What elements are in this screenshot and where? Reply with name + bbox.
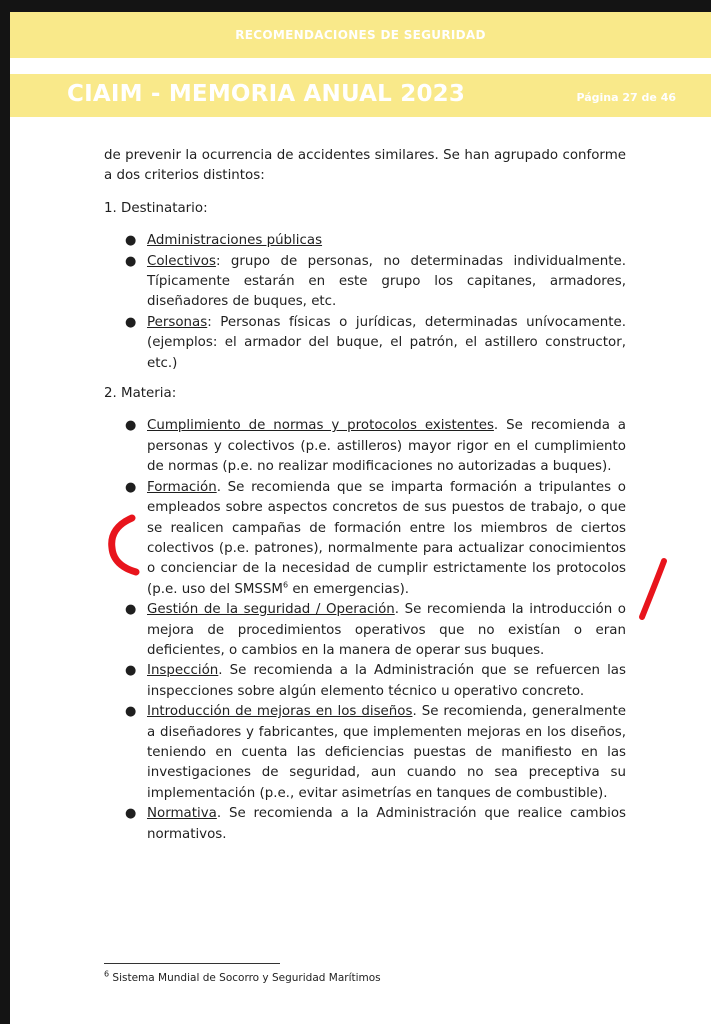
annotation-mark-right [632,555,672,625]
list-item: ● Colectivos: grupo de personas, no determinadas individualmente. Típicamente estarán en este grupo los capitanes, armadores, diseñadores de buques, etc. [125,253,626,310]
section-heading: RECOMENDACIONES DE SEGURIDAD [235,28,486,42]
list-item: ● Normativa. Se recomienda a la Administración que realice cambios normativos. [125,806,626,842]
list-item: ● Cumplimiento de normas y protocolos existentes. Se recomienda a personas y colectivos (p.e. astilleros) mayor rigor en el cumplimiento de normas (p.e. no realizar modificaciones no autorizadas a buques). [125,418,627,475]
list-item-text: . Se recomienda a la Administración que se refuercen las inspecciones sobre algún elemento técnico u operativo concreto. [147,663,626,699]
list-item: ● Administraciones públicas [125,233,323,249]
annotation-bracket-left [100,510,145,580]
footnote-reference: 6 [282,580,289,590]
list-item: ● Personas: Personas físicas o jurídicas, determinadas unívocamente. (ejemplos: el armador del buque, el patrón, el astillero constructor, etc.) [125,314,626,371]
list-item-term: Personas [147,314,208,330]
list-item-term: Introducción de mejoras en los diseños [147,704,413,720]
list-item-term: Formación [147,479,217,495]
list-item-text: . Se recomienda la introducción o mejora de procedimientos operativos que no existían o eran deficientes, o cambios en la manera de operar sus buques. [147,602,626,658]
list-item-text: . Se recomienda a personas y colectivos (p.e. astilleros) mayor rigor en el cumplimiento de normas (p.e. no realizar modificaciones no autorizadas a buques). [147,418,627,475]
footnote [104,969,381,984]
section-header-band [10,12,711,58]
list-item-text: : grupo de personas, no determinadas individualmente. Típicamente estarán en este grupo los capitanes, armadores, diseñadores de buques, etc. [147,253,626,310]
list-item: ● Inspección. Se recomienda a la Administración que se refuercen las inspecciones sobre algún elemento técnico u operativo concreto. [125,663,626,699]
footnote-number: 6 [104,969,110,979]
list-item-term: Cumplimiento de normas y protocolos existentes [147,418,494,434]
criterion-materia: 2. Materia: [104,386,177,402]
document-title: CIAIM - MEMORIA ANUAL 2023 [67,81,466,107]
list-item-text: en emergencias). [288,581,410,597]
list-item-term: Colectivos [147,253,216,269]
list-item-term: Gestión de la seguridad / Operación [147,602,395,618]
footnote-divider [104,963,280,964]
subjects-list [104,416,626,845]
list-item: ● Formación. Se recomienda que se imparta formación a tripulantes o empleados sobre aspectos concretos de sus puestos de trabajo, o que se realicen campañas de formación entre los miembros de ciertos colectivos (p.e. patrones), normalmente para actualizar conocimientos o concienciar de la necesidad de cumplir estrictamente los protocolos (p.e. uso del SMSSM$^6$ en emergencias). [125,479,626,597]
list-item-text: . Se recomienda a la Administración que realice cambios normativos. [147,806,626,842]
intro-paragraph: de prevenir la ocurrencia de accidentes similares. Se han agrupado conforme a dos criterios distintos: [104,148,626,184]
list-item-term: Normativa [147,806,217,822]
list-item-term: Administraciones públicas [147,233,323,249]
header-divider [10,58,711,74]
title-header-band [10,74,711,117]
list-item: ● Gestión de la seguridad / Operación. Se recomienda la introducción o mejora de procedimientos operativos que no existían o eran deficientes, o cambios en la manera de operar sus buques. [125,602,626,658]
footnote-text: Sistema Mundial de Socorro y Seguridad Marítimos [109,972,381,984]
document-body [104,146,626,845]
list-item-text: : Personas físicas o jurídicas, determinadas unívocamente. (ejemplos: el armador del buque, el patrón, el astillero constructor, etc.) [147,314,626,371]
list-item-text: . Se recomienda que se imparta formación a tripulantes o empleados sobre aspectos concretos de sus puestos de trabajo, o que se realicen campañas de formación entre los miembros de ciertos colectivos (p.e. patrones), normalmente para actualizar conocimientos o concienciar de la necesidad de cumplir estrictamente los protocolos (p.e. uso del SMSSM [147,479,626,597]
list-item-term: Inspección [147,663,219,679]
criterion-destinatario: 1. Destinatario: [104,200,208,216]
list-item: ● Introducción de mejoras en los diseños. Se recomienda, generalmente a diseñadores y fabricantes, que implementen mejoras en los diseños, teniendo en cuenta las deficiencias puestas de manifiesto en las investigaciones de seguridad, aun cuando no sea preceptiva su implementación (p.e., evitar asimetrías en tanques de combustible). [125,704,627,801]
recipients-list [104,231,626,374]
list-item-text: . Se recomienda, generalmente a diseñadores y fabricantes, que implementen mejoras en los diseños, teniendo en cuenta las deficiencias puestas de manifiesto en las investigaciones de seguridad, aun cuando no sea preceptiva su implementación (p.e., evitar asimetrías en tanques de combustible). [147,704,627,801]
page-number: Página 27 de 46 [576,91,676,104]
